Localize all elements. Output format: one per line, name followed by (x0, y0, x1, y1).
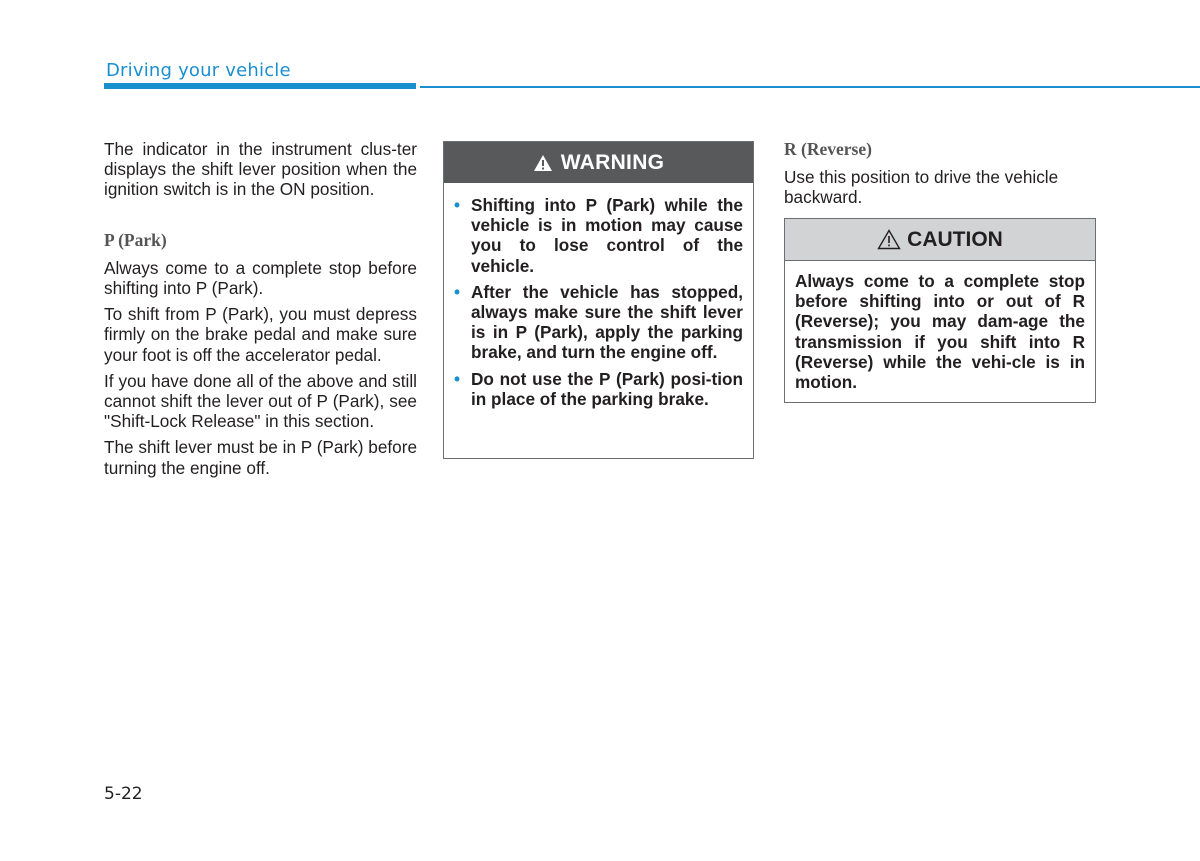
left-column (104, 139, 417, 484)
warning-item: • Do not use the P (Park) posi-tion in place of the parking brake. (454, 368, 743, 409)
caution-box (784, 218, 1096, 403)
bullet-icon: • (454, 368, 461, 389)
warning-item: • After the vehicle has stopped, always make sure the shift lever is in P (Park), apply the parking brake, and turn the engine off. (454, 281, 743, 363)
right-column (784, 139, 1096, 214)
bullet-icon: • (454, 281, 461, 302)
bullet-icon: • (454, 195, 461, 215)
reverse-paragraph: Use this position to drive the vehicle backward. (784, 167, 1059, 208)
warning-list (444, 183, 753, 409)
park-heading: P (Park) (104, 229, 167, 250)
header-rule-thin (420, 86, 1200, 88)
park-paragraph: To shift from P (Park), you must depress firmly on the brake pedal and make sure your foot is off the accelerator pedal. (104, 304, 417, 365)
warning-header (444, 142, 753, 183)
caution-text: Always come to a complete stop before shifting into or out of R (Reverse); you may dam-age the transmission if you shift into R (Reverse) while the vehi-cle is in motion. (795, 271, 1085, 393)
reverse-heading: R (Reverse) (784, 139, 872, 159)
caution-triangle-icon (877, 229, 901, 250)
caution-title: CAUTION (907, 227, 1003, 251)
section-title: Driving your vehicle (106, 60, 291, 81)
page-number: 5-22 (104, 784, 143, 804)
warning-triangle-icon (533, 154, 553, 172)
warning-title: WARNING (560, 150, 665, 174)
warning-box (443, 141, 754, 459)
caution-header (785, 219, 1095, 261)
intro-paragraph: The indicator in the instrument clus-ter displays the shift lever position when the ignition switch is in the ON position. (104, 139, 417, 200)
park-paragraph: If you have done all of the above and still cannot shift the lever out of P (Park), see "Shift-Lock Release" in this section. (104, 370, 417, 432)
park-paragraph: Always come to a complete stop before shifting into P (Park). (104, 257, 417, 299)
header-rule-thick (104, 83, 416, 89)
warning-item: • Shifting into P (Park) while the vehicle is in motion may cause you to lose control of the vehicle. (454, 195, 743, 276)
park-paragraph: The shift lever must be in P (Park) before turning the engine off. (104, 437, 418, 478)
